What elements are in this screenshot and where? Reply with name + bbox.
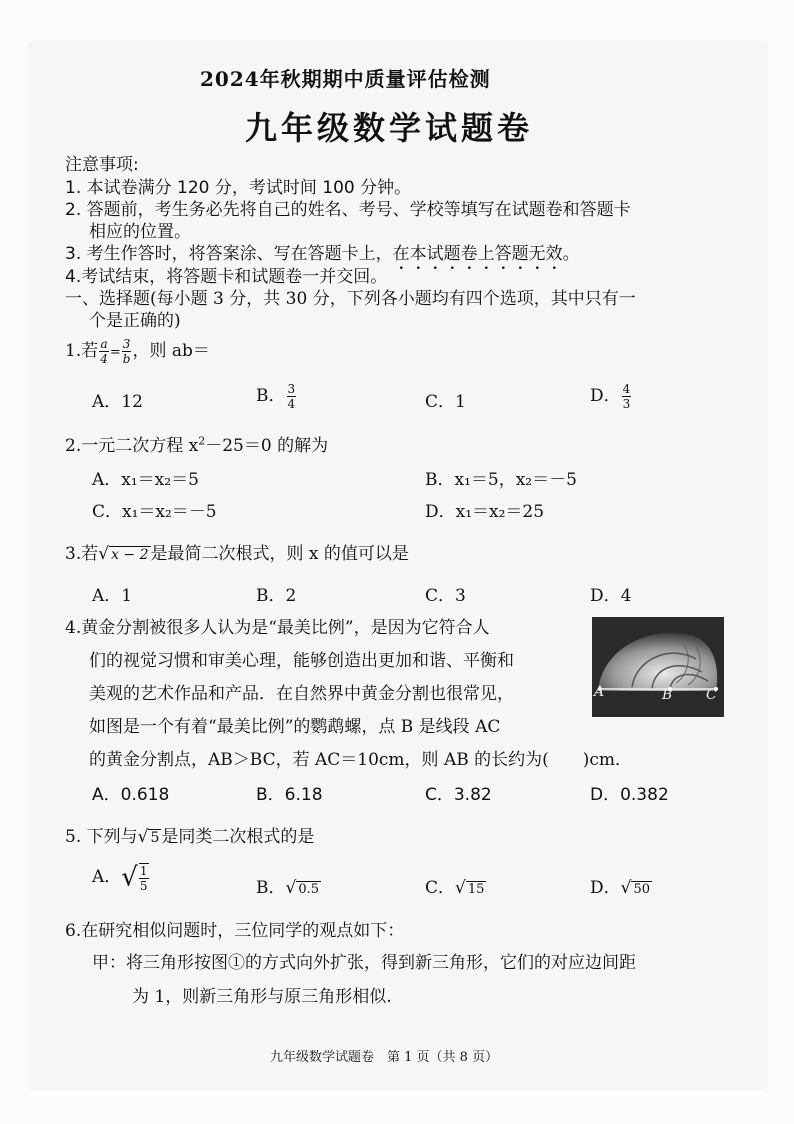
q1-d-num: 4	[622, 382, 631, 396]
q5-a-fraction	[139, 863, 149, 893]
q5-option-a[interactable]	[92, 862, 150, 893]
q4-option-d[interactable]: D．0.382	[590, 785, 669, 805]
q5-radicand: 5	[150, 830, 160, 846]
q3-sqrt: √ x − 2	[98, 544, 149, 564]
question-3-stem	[65, 539, 409, 564]
q2-option-d[interactable]: D．x₁＝x₂＝25	[425, 502, 545, 522]
notice-item-3-emphasis: 在本试题卷上答题无效。	[392, 244, 580, 264]
q3-option-b[interactable]: B．2	[256, 586, 297, 606]
q1-option-d[interactable]	[590, 381, 632, 411]
notice-item-2-cont: 相应的位置。	[89, 222, 191, 242]
q5-c-label: C．	[425, 878, 456, 898]
exam-subtitle: 九年级数学试题卷	[245, 109, 534, 147]
q3-option-c[interactable]: C．3	[425, 586, 466, 606]
q5-option-c[interactable]	[425, 873, 486, 898]
notice-item-2: 2. 答题前，考生务必先将自己的姓名、考号、学校等填写在试题卷和答题卡	[65, 200, 631, 220]
q5-sqrt: √ 5	[137, 827, 160, 847]
q5-suffix: 是同类二次根式的是	[161, 827, 315, 847]
q5-c-sqrt: √ 15	[455, 878, 485, 898]
q5-b-radicand: 0.5	[298, 882, 320, 897]
q1-d-label: D．	[590, 386, 621, 406]
q1-b-fraction	[287, 382, 297, 411]
figure-label-c: C	[706, 687, 717, 703]
notice-item-4: 4.考试结束，将答题卡和试题卷一并交回。	[65, 267, 388, 287]
q5-prefix: 5. 下列与	[65, 827, 138, 847]
q4-option-c[interactable]: C．3.82	[425, 785, 492, 805]
q1-frac2-num: 3	[122, 337, 131, 351]
q4-line-3: 美观的艺术作品和产品．在自然界中黄金分割也很常见，	[89, 684, 514, 704]
q1-frac1-den: 4	[100, 352, 108, 366]
q1-prefix: 1.若	[65, 341, 99, 361]
q6-jia-line-2: 为 1，则新三角形与原三角形相似.	[132, 987, 392, 1007]
q4-option-b[interactable]: B．6.18	[256, 785, 323, 805]
q5-a-radical-sign: √	[121, 862, 138, 893]
q5-a-num: 1	[139, 863, 148, 878]
notice-item-1: 1. 本试卷满分 120 分，考试时间 100 分钟。	[65, 178, 412, 198]
q5-d-radicand: 50	[633, 882, 651, 897]
q3-suffix: 是最简二次根式，则 x 的值可以是	[150, 544, 409, 564]
q1-option-b[interactable]	[256, 381, 297, 411]
q3-prefix: 3.若	[65, 544, 99, 564]
q1-frac1-num: a	[100, 337, 108, 351]
q5-b-label: B．	[256, 878, 286, 898]
question-6-stem: 6.在研究相似问题时，三位同学的观点如下：	[65, 921, 405, 941]
section-heading: 一、选择题(每小题 3 分，共 30 分，下列各小题均有四个选项，其中只有一	[65, 289, 636, 309]
q3-option-a[interactable]: A．1	[92, 586, 133, 606]
notice-heading: 注意事项:	[65, 155, 139, 175]
q1-fraction-1	[99, 337, 109, 366]
q2-option-b[interactable]: B．x₁＝5，x₂＝－5	[425, 470, 577, 490]
q4-line-5: 的黄金分割点，AB＞BC，若 AC＝10cm，则 AB 的长约为( )cm．	[89, 750, 633, 770]
q3-option-d[interactable]: D．4	[590, 586, 632, 606]
q6-jia-line-1: 甲：将三角形按图①的方式向外扩张，得到新三角形，它们的对应边间距	[92, 953, 636, 973]
q1-b-num: 3	[287, 382, 296, 396]
q1-frac2-den: b	[122, 352, 131, 366]
q1-b-den: 4	[287, 397, 296, 411]
q5-option-d[interactable]	[590, 873, 652, 898]
q5-a-label: A．	[92, 867, 122, 887]
q4-option-a[interactable]: A．0.618	[92, 785, 170, 805]
q1-d-den: 3	[622, 397, 631, 411]
figure-label-b: B	[662, 687, 673, 703]
page-footer: 九年级数学试题卷 第 1 页（共 8 页）	[270, 1050, 499, 1065]
q5-a-den: 5	[139, 878, 148, 893]
q2-option-c[interactable]: C．x₁＝x₂＝－5	[92, 502, 217, 522]
q2-stem-suffix: －25＝0 的解为	[205, 436, 329, 456]
question-5-stem	[65, 822, 314, 847]
q1-option-c[interactable]: C．1	[425, 392, 466, 412]
q5-d-label: D．	[590, 878, 621, 898]
figure-label-a: A	[594, 684, 605, 700]
exam-title: 2024年秋期期中质量评估检测	[200, 67, 491, 91]
q5-option-b[interactable]	[256, 873, 321, 898]
nautilus-shell-image	[592, 617, 724, 717]
q1-suffix: ，则 ab＝	[132, 341, 210, 361]
q2-option-a[interactable]: A．x₁＝x₂＝5	[92, 470, 199, 490]
notice-item-3-part1: 3. 考生作答时，将答案涂、写在答题卡上，	[65, 244, 393, 264]
q4-line-2: 们的视觉习惯和审美心理，能够创造出更加和谐、平衡和	[89, 651, 514, 671]
q1-d-fraction	[622, 382, 632, 411]
q1-fraction-2	[122, 337, 132, 366]
nautilus-shell-drawing	[592, 617, 724, 717]
question-1-stem	[65, 336, 210, 366]
q1-eq: =	[109, 345, 121, 360]
q4-line-4: 如图是一个有着“最美比例”的鹦鹉螺，点 B 是线段 AC	[89, 717, 501, 737]
q4-line-1: 4.黄金分割被很多人认为是“最美比例”，是因为它符合人	[65, 618, 490, 638]
q5-c-radicand: 15	[467, 882, 485, 897]
question-2-stem	[65, 431, 328, 456]
q5-b-sqrt: √ 0.5	[285, 878, 320, 898]
q1-b-label: B．	[256, 386, 286, 406]
q2-stem-prefix: 2.一元二次方程 x	[65, 436, 199, 456]
q1-option-a[interactable]: A．12	[92, 392, 143, 412]
q3-radicand: x − 2	[111, 547, 149, 563]
q5-d-sqrt: √ 50	[620, 878, 651, 898]
section-heading-cont: 个是正确的)	[89, 311, 181, 331]
q2-stem-sup: 2	[198, 434, 206, 448]
